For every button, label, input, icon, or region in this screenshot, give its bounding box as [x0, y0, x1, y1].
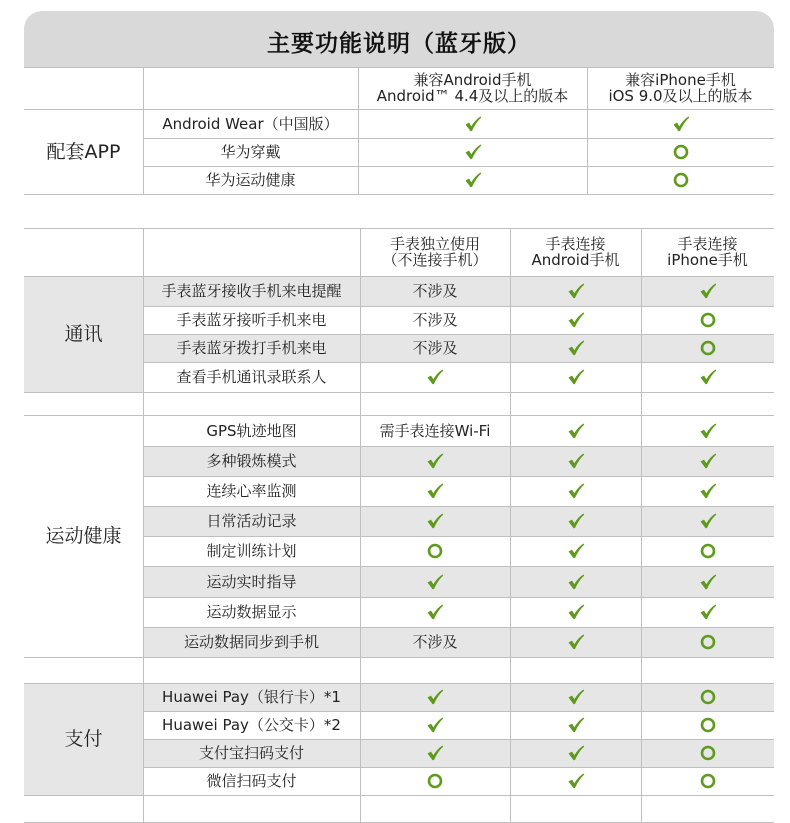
feature-cell [143, 306, 360, 334]
feature-cell [143, 536, 360, 566]
feature-cell [143, 683, 360, 711]
standalone-cell [360, 334, 510, 362]
android-cell [510, 446, 641, 476]
feature-label: 运动数据同步到手机 [183, 633, 319, 651]
iphone-cell [587, 109, 774, 138]
standalone-cell [360, 476, 510, 506]
feature-label: Android Wear（中国版） [162, 114, 339, 133]
android-cell [510, 415, 641, 446]
header-iphone-compat-label [608, 72, 752, 104]
header-line: （不连接手机） [382, 251, 488, 269]
category-communication [24, 276, 143, 392]
feature-label: 制定训练计划 [206, 542, 297, 560]
check-icon [698, 602, 718, 622]
header-android [510, 228, 641, 276]
header-iphone-compat [587, 67, 774, 109]
iphone-cell [641, 566, 774, 597]
feature-cell [143, 627, 360, 657]
check-icon [698, 281, 718, 301]
check-icon [566, 632, 586, 652]
header-android-label [532, 236, 620, 268]
check-icon [425, 602, 445, 622]
circle-icon [425, 771, 445, 791]
feature-label: 手表蓝牙接听手机来电 [176, 311, 327, 329]
check-icon [566, 281, 586, 301]
iphone-cell [641, 627, 774, 657]
category-label: 支付 [64, 728, 103, 750]
category-label: 配套APP [46, 140, 121, 163]
circle-icon [671, 142, 691, 162]
feature-label: 手表蓝牙拨打手机来电 [176, 339, 327, 357]
circle-icon [698, 310, 718, 330]
iphone-cell [641, 683, 774, 711]
feature-label: Huawei Pay（银行卡）*1 [162, 688, 341, 706]
iphone-cell [641, 739, 774, 767]
iphone-cell [641, 415, 774, 446]
title-bar [24, 11, 774, 67]
header-line: 兼容iPhone手机 [625, 71, 736, 89]
android-cell [510, 711, 641, 739]
feature-label: 支付宝扫码支付 [198, 744, 304, 762]
feature-label: GPS轨迹地图 [206, 421, 297, 440]
feature-label: 查看手机通讯录联系人 [176, 368, 327, 386]
category-payment [24, 683, 143, 795]
standalone-cell [360, 506, 510, 536]
header-line: Android™ 4.4及以上的版本 [376, 87, 569, 105]
check-icon [566, 367, 586, 387]
check-icon [425, 481, 445, 501]
table-divider [510, 228, 511, 276]
standalone-cell [360, 739, 510, 767]
android-cell [358, 138, 587, 166]
check-icon [425, 687, 445, 707]
iphone-cell [641, 711, 774, 739]
header-line: iPhone手机 [667, 251, 748, 269]
circle-icon [698, 541, 718, 561]
check-icon [425, 743, 445, 763]
iphone-cell [641, 767, 774, 795]
iphone-cell [641, 334, 774, 362]
android-cell [510, 306, 641, 334]
table-divider [24, 194, 774, 195]
circle-icon [698, 743, 718, 763]
check-icon [566, 481, 586, 501]
feature-cell [143, 711, 360, 739]
android-cell [510, 334, 641, 362]
page-title: 主要功能说明（蓝牙版） [267, 31, 531, 57]
feature-cell [143, 415, 360, 446]
header-android-compat-label [377, 72, 569, 104]
android-cell [510, 739, 641, 767]
standalone-cell [360, 711, 510, 739]
standalone-cell [360, 683, 510, 711]
feature-cell [143, 166, 358, 194]
iphone-cell [641, 446, 774, 476]
feature-cell [143, 138, 358, 166]
check-icon [566, 771, 586, 791]
check-icon [566, 451, 586, 471]
header-line: 手表连接 [545, 235, 606, 253]
header-line: Android手机 [531, 251, 620, 269]
feature-cell [143, 739, 360, 767]
circle-icon [698, 715, 718, 735]
feature-cell [143, 109, 358, 138]
check-icon [566, 743, 586, 763]
android-cell [510, 627, 641, 657]
standalone-cell-text: 不涉及 [412, 282, 458, 300]
iphone-cell [587, 138, 774, 166]
circle-icon [698, 632, 718, 652]
check-icon [463, 170, 483, 190]
check-icon [566, 541, 586, 561]
table-divider [24, 657, 774, 658]
circle-icon [698, 338, 718, 358]
iphone-cell [641, 362, 774, 392]
standalone-cell-text: 不涉及 [412, 339, 458, 357]
feature-label: 运动实时指导 [206, 572, 297, 591]
check-icon [425, 367, 445, 387]
standalone-cell-text: 需手表连接Wi-Fi [379, 421, 491, 440]
feature-cell [143, 362, 360, 392]
category-companion-app [24, 109, 143, 194]
standalone-cell-text: 不涉及 [412, 311, 458, 329]
check-icon [566, 715, 586, 735]
feature-label: 微信扫码支付 [206, 772, 297, 790]
category-fitness-health [24, 415, 143, 657]
standalone-cell [360, 597, 510, 627]
check-icon [463, 142, 483, 162]
feature-cell [143, 276, 360, 306]
feature-cell [143, 597, 360, 627]
check-icon [566, 338, 586, 358]
header-standalone [360, 228, 510, 276]
header-android-compat [358, 67, 587, 109]
feature-cell [143, 446, 360, 476]
feature-cell [143, 506, 360, 536]
feature-cell [143, 476, 360, 506]
feature-label: 手表蓝牙接收手机来电提醒 [161, 282, 342, 300]
feature-label: 日常活动记录 [206, 512, 297, 530]
iphone-cell [641, 597, 774, 627]
feature-cell [143, 334, 360, 362]
standalone-cell [360, 306, 510, 334]
circle-icon [425, 541, 445, 561]
iphone-cell [641, 506, 774, 536]
table-divider [143, 228, 144, 276]
android-cell [510, 597, 641, 627]
standalone-cell [360, 627, 510, 657]
android-cell [510, 767, 641, 795]
standalone-cell-text: 不涉及 [412, 633, 458, 651]
standalone-cell [360, 276, 510, 306]
android-cell [510, 476, 641, 506]
check-icon [698, 421, 718, 441]
feature-cell [143, 566, 360, 597]
android-cell [510, 683, 641, 711]
check-icon [566, 602, 586, 622]
check-icon [698, 481, 718, 501]
check-icon [698, 511, 718, 531]
header-iphone-label [667, 236, 748, 268]
check-icon [425, 511, 445, 531]
table-divider [24, 795, 774, 796]
header-line: 手表独立使用 [389, 235, 480, 253]
feature-cell [143, 767, 360, 795]
feature-label: 华为运动健康 [205, 171, 296, 189]
standalone-cell [360, 446, 510, 476]
check-icon [566, 511, 586, 531]
android-cell [510, 536, 641, 566]
standalone-cell [360, 767, 510, 795]
header-standalone-label [382, 236, 487, 268]
feature-label: 连续心率监测 [206, 482, 297, 500]
android-cell [358, 166, 587, 194]
check-icon [698, 367, 718, 387]
feature-label: 运动数据显示 [206, 603, 297, 621]
check-icon [463, 114, 483, 134]
header-line: 手表连接 [677, 235, 738, 253]
header-line: 兼容Android手机 [413, 71, 532, 89]
check-icon [566, 572, 586, 592]
standalone-cell [360, 362, 510, 392]
standalone-cell [360, 536, 510, 566]
feature-label: 华为穿戴 [220, 143, 281, 161]
iphone-cell [641, 476, 774, 506]
check-icon [566, 421, 586, 441]
iphone-cell [641, 276, 774, 306]
iphone-cell [641, 306, 774, 334]
circle-icon [698, 687, 718, 707]
check-icon [425, 715, 445, 735]
check-icon [566, 310, 586, 330]
android-cell [510, 362, 641, 392]
standalone-cell [360, 415, 510, 446]
check-icon [566, 687, 586, 707]
check-icon [671, 114, 691, 134]
header-iphone [641, 228, 774, 276]
category-label: 运动健康 [45, 525, 122, 547]
table-divider [360, 228, 361, 276]
feature-label: 多种锻炼模式 [206, 452, 297, 470]
check-icon [698, 572, 718, 592]
table-divider [24, 392, 774, 393]
check-icon [425, 572, 445, 592]
standalone-cell [360, 566, 510, 597]
check-icon [698, 451, 718, 471]
circle-icon [671, 170, 691, 190]
check-icon [425, 451, 445, 471]
android-cell [510, 566, 641, 597]
iphone-cell [641, 536, 774, 566]
android-cell [510, 276, 641, 306]
header-line: iOS 9.0及以上的版本 [608, 87, 753, 105]
category-label: 通讯 [64, 323, 103, 345]
table-divider [641, 228, 642, 276]
android-cell [358, 109, 587, 138]
iphone-cell [587, 166, 774, 194]
feature-label: Huawei Pay（公交卡）*2 [162, 716, 341, 734]
circle-icon [698, 771, 718, 791]
android-cell [510, 506, 641, 536]
